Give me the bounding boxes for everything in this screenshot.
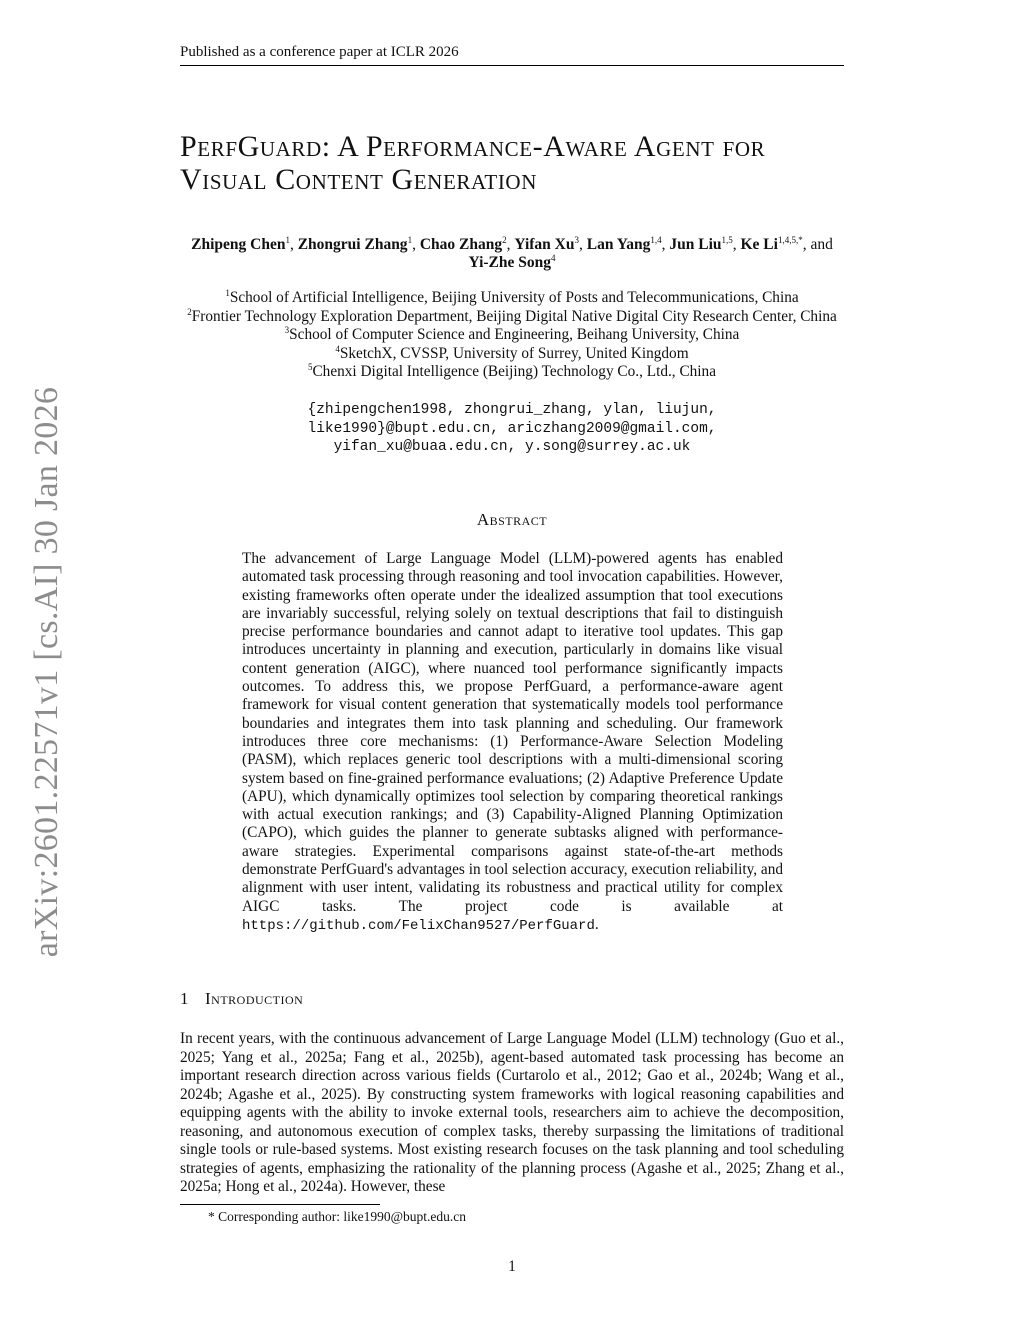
affiliation-text: Frontier Technology Exploration Department, Beijing Digital Native Digital City Research Center, China xyxy=(191,307,837,325)
page-number: 1 xyxy=(508,1258,516,1275)
footnote: * Corresponding author: like1990@bupt.edu.cn xyxy=(208,1209,467,1224)
author-sup: 2 xyxy=(502,234,507,245)
author-sup: 4 xyxy=(551,252,556,263)
affiliation-sup: 2 xyxy=(187,306,192,317)
affiliations xyxy=(180,289,844,382)
author-name: Zhongrui Zhang xyxy=(297,236,408,253)
section-title: Introduction xyxy=(205,989,304,1008)
affiliation-text: Chenxi Digital Intelligence (Beijing) Technology Co., Ltd., China xyxy=(312,363,716,380)
author-emails xyxy=(180,401,844,457)
section-heading-introduction xyxy=(180,989,303,1009)
email-line: {zhipengchen1998, zhongrui_zhang, ylan, liujun, xyxy=(307,402,717,418)
author-name: Jun Liu xyxy=(669,236,722,253)
author-list: Zhipeng Chen$^1$, Zhongrui Zhang$^1$, Chao Zhang$^2$, Yifan Xu$^3$, Lan Yang$^{1,4}$, Jun Liu$^{1,5}$, Ke $Li^{1,4,5,*}$, and Yi-Zhe Song$^4$ xyxy=(191,234,833,271)
affiliation-sup: 1 xyxy=(225,287,230,298)
affiliation-line xyxy=(180,308,844,327)
introduction-paragraph: In recent years, with the continuous advancement of Large Language Model (LLM) technology (Guo et al., 2025; Yang et al., 2025a; Fang et al., 2025b), agent-based automated task processing has become an important research direction across various fields (Curtarolo et al., 2012; Gao et al., 2024b; Wang et al., 2024b; Agashe et al., 2025). By constructing system frameworks with logical reasoning capabilities and equipping agents with the ability to invoke external tools, researchers aim to achieve the decomposition, reasoning, and autonomous execution of complex tasks, thereby surpassing the limitations of traditional single tools or rule-based systems. Most existing research focuses on the task planning and tool scheduling strategies of agents, emphasizing the rationality of the planning process (Agashe et al., 2025; Zhang et al., 2025a; Hong et al., 2024a). However, these xyxy=(180,1030,844,1195)
header-rule xyxy=(180,65,844,66)
affiliation-sup: 3 xyxy=(284,324,290,335)
author-sup: 1,4,5,* xyxy=(777,234,803,245)
affiliation-line xyxy=(180,289,844,308)
author-name: Chao Zhang xyxy=(419,236,503,253)
title-line-2: Visual Content Generation xyxy=(180,163,537,196)
author-name: Ke Li xyxy=(740,236,778,253)
affiliation-sup: 4 xyxy=(335,343,340,354)
author-name: Zhipeng Chen xyxy=(191,236,286,253)
author-name: Yi-Zhe Song xyxy=(468,254,552,271)
author-name: Lan Yang xyxy=(586,236,651,253)
affiliation-text: SketchX, CVSSP, University of Surrey, United Kingdom xyxy=(339,344,689,362)
affiliation-text: School of Artificial Intelligence, Beijing University of Posts and Telecommunications, China xyxy=(229,289,799,306)
email-line: yifan_xu@buaa.edu.cn, y.song@surrey.ac.uk xyxy=(333,439,691,455)
affiliation-line xyxy=(180,345,844,364)
author-sup: 1,4 xyxy=(650,234,662,245)
affiliation-line xyxy=(180,326,844,345)
arxiv-stamp: arXiv:2601.22571v1 [cs.AI] 30 Jan 2026 xyxy=(28,386,65,958)
project-code-link[interactable]: https://github.com/FelixChan9527/PerfGuard xyxy=(242,917,595,934)
affiliation-line xyxy=(180,363,844,382)
author-sup: 3 xyxy=(574,234,579,245)
author-sup: 1,5 xyxy=(721,234,733,245)
paper-title xyxy=(180,130,860,196)
section-number: 1 xyxy=(180,989,189,1008)
title-line-1: PerfGuard: A Performance-Aware Agent for xyxy=(180,130,766,163)
running-header: Published as a conference paper at ICLR 2026 xyxy=(180,44,459,60)
abstract-text: The advancement of Large Language Model (LLM)-powered agents has enabled automated task processing through reasoning and tool invocation capabilities. However, existing frameworks often operate under the idealized assumption that tool executions are invariably successful, relying solely on textual descriptions that fail to distinguish precise performance boundaries and cannot adapt to iterative tool updates. This gap introduces uncertainty in planning and execution, particularly in domains like visual content generation (AIGC), where nuanced tool performance significantly impacts outcomes. To address this, we propose PerfGuard, a performance-aware agent framework for visual content generation that systematically models tool performance boundaries and integrates them into task planning and scheduling. Our framework introduces three core mechanisms: (1) Performance-Aware Selection Modeling (PASM), which replaces generic tool descriptions with a multi-dimensional scoring system based on fine-grained performance evaluations; (2) Adaptive Preference Update (APU), which dynamically optimizes tool selection by comparing theoretical rankings with actual execution rankings; and (3) Capability-Aligned Planning Optimization (CAPO), which guides the planner to generate subtasks aligned with performance-aware strategies. Experimental comparisons against state-of-the-art methods demonstrate PerfGuard's advantages in tool selection accuracy, execution reliability, and alignment with user intent, validating its robustness and practical utility for complex AIGC tasks. The project code is available at xyxy=(242,550,783,915)
affiliation-text: School of Computer Science and Engineering, Beihang University, China xyxy=(289,326,740,343)
email-line: like1990}@bupt.edu.cn, ariczhang2009@gmail.com, xyxy=(307,420,717,437)
and-text: , and xyxy=(802,236,833,253)
abstract-heading: Abstract xyxy=(476,510,548,529)
footnote-rule xyxy=(180,1204,380,1205)
author-sup: 1 xyxy=(407,234,413,245)
author-name: Yifan Xu xyxy=(514,236,575,253)
abstract-body xyxy=(242,550,783,935)
affiliation-sup: 5 xyxy=(307,361,313,372)
abstract-end: . xyxy=(594,915,599,933)
author-sup: 1 xyxy=(285,234,290,245)
